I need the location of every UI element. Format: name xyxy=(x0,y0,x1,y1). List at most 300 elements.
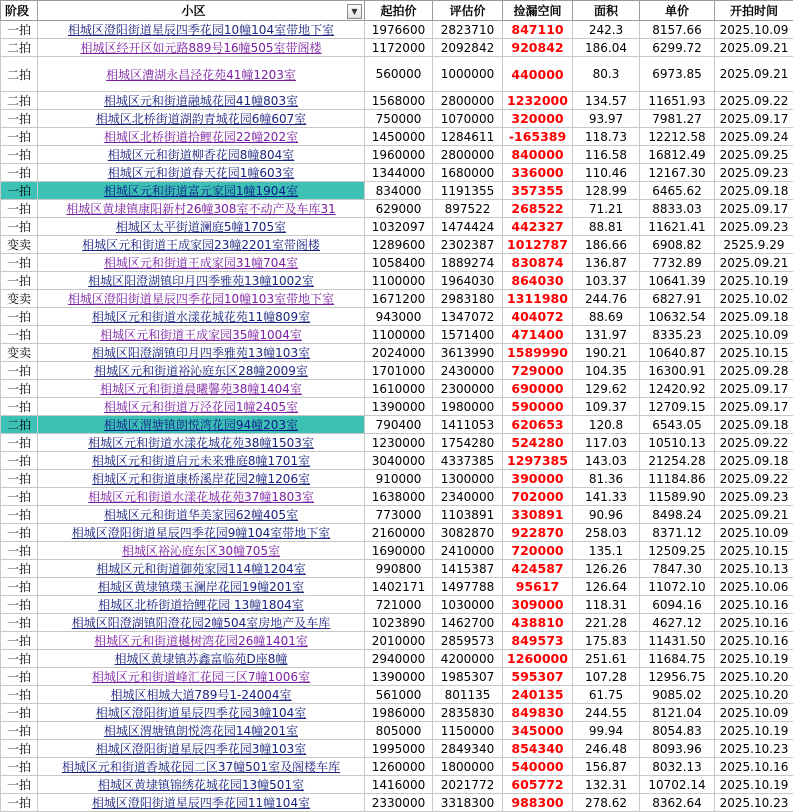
cell-unit-price[interactable]: 16300.91 xyxy=(640,362,715,380)
cell-stage[interactable]: 一拍 xyxy=(1,182,38,200)
community-link[interactable]: 相城区澄阳街道星辰四季花园3幢103室 xyxy=(96,742,307,756)
cell-eval-price[interactable]: 2983180 xyxy=(433,290,503,308)
community-link[interactable]: 相城区元和街道王成家园31幢704室 xyxy=(104,256,298,270)
cell-area[interactable]: 104.35 xyxy=(573,362,640,380)
cell-eval-price[interactable]: 2823710 xyxy=(433,21,503,39)
cell-area[interactable]: 129.62 xyxy=(573,380,640,398)
cell-leak-space[interactable]: 847110 xyxy=(503,21,573,39)
cell-stage[interactable]: 一拍 xyxy=(1,272,38,290)
cell-unit-price[interactable]: 7732.89 xyxy=(640,254,715,272)
cell-start-price[interactable]: 1058400 xyxy=(365,254,433,272)
cell-eval-price[interactable]: 2430000 xyxy=(433,362,503,380)
cell-start-time[interactable]: 2025.10.19 xyxy=(715,650,793,668)
cell-start-time[interactable]: 2025.10.09 xyxy=(715,704,793,722)
cell-start-price[interactable]: 1960000 xyxy=(365,146,433,164)
cell-stage[interactable]: 一拍 xyxy=(1,110,38,128)
community-link[interactable]: 相城区黄埭镇锦绣花城花园13幢501室 xyxy=(98,778,304,792)
cell-eval-price[interactable]: 1300000 xyxy=(433,470,503,488)
cell-area[interactable]: 93.97 xyxy=(573,110,640,128)
cell-start-price[interactable]: 1100000 xyxy=(365,272,433,290)
cell-eval-price[interactable]: 801135 xyxy=(433,686,503,704)
cell-leak-space[interactable]: 320000 xyxy=(503,110,573,128)
cell-start-price[interactable]: 943000 xyxy=(365,308,433,326)
cell-start-price[interactable]: 750000 xyxy=(365,110,433,128)
cell-area[interactable]: 221.28 xyxy=(573,614,640,632)
community-link[interactable]: 相城区澄阳街道星辰四季花园10幢104室带地下室 xyxy=(68,23,334,37)
cell-start-time[interactable]: 2525.9.29 xyxy=(715,236,793,254)
cell-stage[interactable]: 一拍 xyxy=(1,668,38,686)
community-link[interactable]: 相城区相城大道789号1-24004室 xyxy=(110,688,291,702)
cell-start-time[interactable]: 2025.10.15 xyxy=(715,542,793,560)
community-link[interactable]: 相城区元和街道晨曦馨苑38幢1404室 xyxy=(100,382,302,396)
cell-start-time[interactable]: 2025.09.21 xyxy=(715,39,793,57)
community-link[interactable]: 相城区元和街道御苑家园114幢1204室 xyxy=(96,562,305,576)
cell-area[interactable]: 88.81 xyxy=(573,218,640,236)
cell-start-price[interactable]: 1568000 xyxy=(365,92,433,110)
community-link[interactable]: 相城区元和街道华美家园62幢405室 xyxy=(104,508,298,522)
cell-start-time[interactable]: 2025.09.23 xyxy=(715,218,793,236)
cell-start-price[interactable]: 1390000 xyxy=(365,398,433,416)
community-link[interactable]: 相城区北桥街道拾鲤花园 13幢1804室 xyxy=(98,598,304,612)
cell-stage[interactable]: 一拍 xyxy=(1,470,38,488)
cell-start-time[interactable]: 2025.09.21 xyxy=(715,57,793,92)
cell-unit-price[interactable]: 7981.27 xyxy=(640,110,715,128)
cell-unit-price[interactable]: 12212.58 xyxy=(640,128,715,146)
cell-leak-space[interactable]: 849830 xyxy=(503,704,573,722)
cell-start-price[interactable]: 1638000 xyxy=(365,488,433,506)
cell-start-time[interactable]: 2025.10.15 xyxy=(715,344,793,362)
cell-eval-price[interactable]: 1347072 xyxy=(433,308,503,326)
cell-eval-price[interactable]: 1070000 xyxy=(433,110,503,128)
cell-unit-price[interactable]: 8121.04 xyxy=(640,704,715,722)
cell-eval-price[interactable]: 2021772 xyxy=(433,776,503,794)
cell-leak-space[interactable]: 438810 xyxy=(503,614,573,632)
cell-eval-price[interactable]: 2859573 xyxy=(433,632,503,650)
cell-start-price[interactable]: 1701000 xyxy=(365,362,433,380)
cell-stage[interactable]: 一拍 xyxy=(1,704,38,722)
cell-area[interactable]: 81.36 xyxy=(573,470,640,488)
cell-area[interactable]: 90.96 xyxy=(573,506,640,524)
community-link[interactable]: 相城区元和街道富元家园1幢1904室 xyxy=(104,184,298,198)
cell-unit-price[interactable]: 12709.15 xyxy=(640,398,715,416)
cell-unit-price[interactable]: 8833.03 xyxy=(640,200,715,218)
cell-unit-price[interactable]: 8362.64 xyxy=(640,794,715,812)
header-area[interactable]: 面积 xyxy=(573,1,640,21)
cell-unit-price[interactable]: 6094.16 xyxy=(640,596,715,614)
cell-area[interactable]: 99.94 xyxy=(573,722,640,740)
cell-start-time[interactable]: 2025.09.22 xyxy=(715,92,793,110)
cell-stage[interactable]: 变卖 xyxy=(1,344,38,362)
cell-stage[interactable]: 一拍 xyxy=(1,254,38,272)
cell-eval-price[interactable]: 2302387 xyxy=(433,236,503,254)
header-unit-price[interactable]: 单价 xyxy=(640,1,715,21)
cell-eval-price[interactable]: 1680000 xyxy=(433,164,503,182)
cell-area[interactable]: 132.31 xyxy=(573,776,640,794)
cell-unit-price[interactable]: 11589.90 xyxy=(640,488,715,506)
cell-start-price[interactable]: 1100000 xyxy=(365,326,433,344)
cell-unit-price[interactable]: 6465.62 xyxy=(640,182,715,200)
cell-start-price[interactable]: 805000 xyxy=(365,722,433,740)
cell-leak-space[interactable]: 605772 xyxy=(503,776,573,794)
cell-start-time[interactable]: 2025.09.18 xyxy=(715,308,793,326)
cell-eval-price[interactable]: 2800000 xyxy=(433,92,503,110)
cell-unit-price[interactable]: 10702.14 xyxy=(640,776,715,794)
cell-unit-price[interactable]: 7847.30 xyxy=(640,560,715,578)
cell-start-time[interactable]: 2025.10.19 xyxy=(715,776,793,794)
community-link[interactable]: 相城区元和街道春天花园1幢603室 xyxy=(108,166,295,180)
cell-leak-space[interactable]: 540000 xyxy=(503,758,573,776)
cell-stage[interactable]: 二拍 xyxy=(1,39,38,57)
cell-start-price[interactable]: 910000 xyxy=(365,470,433,488)
cell-leak-space[interactable]: 442327 xyxy=(503,218,573,236)
cell-eval-price[interactable]: 1191355 xyxy=(433,182,503,200)
cell-stage[interactable]: 一拍 xyxy=(1,506,38,524)
cell-leak-space[interactable]: 268522 xyxy=(503,200,573,218)
cell-start-price[interactable]: 1986000 xyxy=(365,704,433,722)
cell-unit-price[interactable]: 12956.75 xyxy=(640,668,715,686)
cell-area[interactable]: 246.48 xyxy=(573,740,640,758)
cell-start-price[interactable]: 2010000 xyxy=(365,632,433,650)
community-link[interactable]: 相城区漕湖永昌泾花苑41幢1203室 xyxy=(106,68,296,82)
cell-area[interactable]: 186.04 xyxy=(573,39,640,57)
cell-stage[interactable]: 一拍 xyxy=(1,650,38,668)
cell-unit-price[interactable]: 8157.66 xyxy=(640,21,715,39)
cell-start-price[interactable]: 1172000 xyxy=(365,39,433,57)
cell-leak-space[interactable]: 590000 xyxy=(503,398,573,416)
cell-eval-price[interactable]: 1980000 xyxy=(433,398,503,416)
cell-start-time[interactable]: 2025.09.17 xyxy=(715,398,793,416)
cell-start-price[interactable]: 990800 xyxy=(365,560,433,578)
cell-leak-space[interactable]: 404072 xyxy=(503,308,573,326)
cell-stage[interactable]: 变卖 xyxy=(1,236,38,254)
cell-unit-price[interactable]: 6543.05 xyxy=(640,416,715,434)
cell-start-price[interactable]: 1032097 xyxy=(365,218,433,236)
cell-start-time[interactable]: 2025.10.13 xyxy=(715,560,793,578)
cell-area[interactable]: 80.3 xyxy=(573,57,640,92)
cell-start-time[interactable]: 2025.09.24 xyxy=(715,128,793,146)
cell-area[interactable]: 109.37 xyxy=(573,398,640,416)
cell-stage[interactable]: 一拍 xyxy=(1,128,38,146)
cell-start-time[interactable]: 2025.10.23 xyxy=(715,740,793,758)
cell-unit-price[interactable]: 8335.23 xyxy=(640,326,715,344)
cell-eval-price[interactable]: 3318300 xyxy=(433,794,503,812)
cell-eval-price[interactable]: 1462700 xyxy=(433,614,503,632)
cell-unit-price[interactable]: 11431.50 xyxy=(640,632,715,650)
cell-stage[interactable]: 一拍 xyxy=(1,578,38,596)
community-link[interactable]: 相城区元和街道融城花园41幢803室 xyxy=(104,94,298,108)
cell-leak-space[interactable]: 1232000 xyxy=(503,92,573,110)
cell-area[interactable]: 107.28 xyxy=(573,668,640,686)
cell-leak-space[interactable]: 524280 xyxy=(503,434,573,452)
cell-stage[interactable]: 一拍 xyxy=(1,164,38,182)
cell-area[interactable]: 88.69 xyxy=(573,308,640,326)
cell-eval-price[interactable]: 1000000 xyxy=(433,57,503,92)
cell-eval-price[interactable]: 1800000 xyxy=(433,758,503,776)
community-link[interactable]: 相城区元和街道水漾花城花苑38幢1503室 xyxy=(88,436,314,450)
cell-leak-space[interactable]: 720000 xyxy=(503,542,573,560)
cell-stage[interactable]: 二拍 xyxy=(1,92,38,110)
cell-start-price[interactable]: 629000 xyxy=(365,200,433,218)
cell-area[interactable]: 143.03 xyxy=(573,452,640,470)
cell-stage[interactable]: 一拍 xyxy=(1,21,38,39)
cell-start-price[interactable]: 1230000 xyxy=(365,434,433,452)
cell-unit-price[interactable]: 12509.25 xyxy=(640,542,715,560)
header-start-price[interactable]: 起拍价 xyxy=(365,1,433,21)
cell-stage[interactable]: 二拍 xyxy=(1,416,38,434)
cell-stage[interactable]: 一拍 xyxy=(1,362,38,380)
cell-leak-space[interactable]: 595307 xyxy=(503,668,573,686)
cell-leak-space[interactable]: 920842 xyxy=(503,39,573,57)
cell-start-time[interactable]: 2025.10.16 xyxy=(715,758,793,776)
cell-stage[interactable]: 一拍 xyxy=(1,776,38,794)
cell-eval-price[interactable]: 1497788 xyxy=(433,578,503,596)
cell-area[interactable]: 118.31 xyxy=(573,596,640,614)
cell-stage[interactable]: 变卖 xyxy=(1,290,38,308)
community-link[interactable]: 相城区元和街道启元未来雅庭8幢1701室 xyxy=(92,454,310,468)
cell-stage[interactable]: 一拍 xyxy=(1,380,38,398)
cell-leak-space[interactable]: 729000 xyxy=(503,362,573,380)
cell-area[interactable]: 128.99 xyxy=(573,182,640,200)
cell-area[interactable]: 117.03 xyxy=(573,434,640,452)
community-link[interactable]: 相城区澄阳街道星辰四季花园3幢104室 xyxy=(96,706,307,720)
cell-eval-price[interactable]: 1571400 xyxy=(433,326,503,344)
cell-eval-price[interactable]: 1411053 xyxy=(433,416,503,434)
cell-start-price[interactable]: 721000 xyxy=(365,596,433,614)
cell-start-time[interactable]: 2025.10.16 xyxy=(715,614,793,632)
cell-eval-price[interactable]: 2849340 xyxy=(433,740,503,758)
cell-start-time[interactable]: 2025.09.18 xyxy=(715,182,793,200)
cell-stage[interactable]: 一拍 xyxy=(1,758,38,776)
cell-stage[interactable]: 一拍 xyxy=(1,488,38,506)
cell-start-price[interactable]: 1023890 xyxy=(365,614,433,632)
community-link[interactable]: 相城区阳澄湖镇阳澄花园2幢504室房地产及车库 xyxy=(72,616,331,630)
cell-start-price[interactable]: 1344000 xyxy=(365,164,433,182)
cell-start-price[interactable]: 2160000 xyxy=(365,524,433,542)
cell-start-price[interactable]: 1402171 xyxy=(365,578,433,596)
cell-area[interactable]: 126.26 xyxy=(573,560,640,578)
header-start-time[interactable]: 开拍时间 xyxy=(715,1,793,21)
cell-start-time[interactable]: 2025.09.17 xyxy=(715,110,793,128)
cell-stage[interactable]: 一拍 xyxy=(1,308,38,326)
cell-start-price[interactable]: 1671200 xyxy=(365,290,433,308)
community-link[interactable]: 相城区裕沁庭东区30幢705室 xyxy=(122,544,280,558)
cell-leak-space[interactable]: 95617 xyxy=(503,578,573,596)
cell-unit-price[interactable]: 6827.91 xyxy=(640,290,715,308)
cell-stage[interactable]: 一拍 xyxy=(1,146,38,164)
community-link[interactable]: 相城区元和街道王成家园35幢1004室 xyxy=(100,328,302,342)
cell-unit-price[interactable]: 4627.12 xyxy=(640,614,715,632)
cell-eval-price[interactable]: 2835830 xyxy=(433,704,503,722)
header-stage[interactable]: 阶段 xyxy=(1,1,38,21)
cell-eval-price[interactable]: 2410000 xyxy=(433,542,503,560)
cell-area[interactable]: 190.21 xyxy=(573,344,640,362)
cell-leak-space[interactable]: 424587 xyxy=(503,560,573,578)
cell-area[interactable]: 116.58 xyxy=(573,146,640,164)
cell-eval-price[interactable]: 1889274 xyxy=(433,254,503,272)
cell-area[interactable]: 242.3 xyxy=(573,21,640,39)
cell-unit-price[interactable]: 6908.82 xyxy=(640,236,715,254)
cell-leak-space[interactable]: 702000 xyxy=(503,488,573,506)
cell-area[interactable]: 134.57 xyxy=(573,92,640,110)
cell-start-time[interactable]: 2025.09.28 xyxy=(715,362,793,380)
cell-leak-space[interactable]: 336000 xyxy=(503,164,573,182)
cell-start-price[interactable]: 1450000 xyxy=(365,128,433,146)
cell-start-time[interactable]: 2025.09.18 xyxy=(715,452,793,470)
cell-leak-space[interactable]: 390000 xyxy=(503,470,573,488)
cell-start-time[interactable]: 2025.09.17 xyxy=(715,200,793,218)
cell-unit-price[interactable]: 11184.86 xyxy=(640,470,715,488)
cell-start-price[interactable]: 773000 xyxy=(365,506,433,524)
cell-start-price[interactable]: 790400 xyxy=(365,416,433,434)
cell-eval-price[interactable]: 2800000 xyxy=(433,146,503,164)
cell-leak-space[interactable]: 1311980 xyxy=(503,290,573,308)
community-link[interactable]: 相城区北桥街道拾鲤花园22幢202室 xyxy=(104,130,298,144)
cell-start-time[interactable]: 2025.09.23 xyxy=(715,488,793,506)
cell-unit-price[interactable]: 21254.28 xyxy=(640,452,715,470)
cell-start-time[interactable]: 2025.10.20 xyxy=(715,686,793,704)
cell-unit-price[interactable]: 8054.83 xyxy=(640,722,715,740)
cell-stage[interactable]: 一拍 xyxy=(1,524,38,542)
cell-stage[interactable]: 一拍 xyxy=(1,560,38,578)
cell-start-price[interactable]: 1289600 xyxy=(365,236,433,254)
cell-stage[interactable]: 一拍 xyxy=(1,218,38,236)
cell-area[interactable]: 120.8 xyxy=(573,416,640,434)
cell-start-time[interactable]: 2025.10.16 xyxy=(715,632,793,650)
cell-eval-price[interactable]: 1754280 xyxy=(433,434,503,452)
cell-stage[interactable]: 一拍 xyxy=(1,326,38,344)
cell-start-time[interactable]: 2025.09.18 xyxy=(715,416,793,434)
cell-unit-price[interactable]: 10632.54 xyxy=(640,308,715,326)
cell-stage[interactable]: 一拍 xyxy=(1,398,38,416)
cell-start-time[interactable]: 2025.09.22 xyxy=(715,470,793,488)
community-link[interactable]: 相城区澄阳街道星辰四季花园11幢104室 xyxy=(92,796,310,810)
cell-eval-price[interactable]: 3613990 xyxy=(433,344,503,362)
cell-leak-space[interactable]: 830874 xyxy=(503,254,573,272)
cell-start-time[interactable]: 2025.10.16 xyxy=(715,596,793,614)
cell-leak-space[interactable]: 849573 xyxy=(503,632,573,650)
cell-stage[interactable]: 一拍 xyxy=(1,200,38,218)
cell-start-price[interactable]: 1610000 xyxy=(365,380,433,398)
cell-area[interactable]: 131.97 xyxy=(573,326,640,344)
cell-start-time[interactable]: 2025.10.09 xyxy=(715,21,793,39)
cell-area[interactable]: 244.76 xyxy=(573,290,640,308)
cell-eval-price[interactable]: 1985307 xyxy=(433,668,503,686)
cell-eval-price[interactable]: 1150000 xyxy=(433,722,503,740)
community-link[interactable]: 相城区北桥街道湖韵青城花园6幢607室 xyxy=(96,112,307,126)
cell-leak-space[interactable]: 854340 xyxy=(503,740,573,758)
cell-leak-space[interactable]: 240135 xyxy=(503,686,573,704)
cell-eval-price[interactable]: 1030000 xyxy=(433,596,503,614)
cell-start-price[interactable]: 1690000 xyxy=(365,542,433,560)
community-link[interactable]: 相城区元和街道香城花园二区37幢501室及阁楼车库 xyxy=(62,760,340,774)
cell-unit-price[interactable]: 11651.93 xyxy=(640,92,715,110)
cell-start-time[interactable]: 2025.10.23 xyxy=(715,794,793,812)
cell-start-price[interactable]: 1995000 xyxy=(365,740,433,758)
cell-area[interactable]: 156.87 xyxy=(573,758,640,776)
community-link[interactable]: 相城区黄埭镇康阳新村26幢308室不动产及车库31 xyxy=(66,202,335,216)
community-link[interactable]: 相城区元和街道樾树湾花园26幢1401室 xyxy=(94,634,308,648)
community-link[interactable]: 相城区黄埭镇璞玉澜岸花园19幢201室 xyxy=(98,580,304,594)
cell-area[interactable]: 103.37 xyxy=(573,272,640,290)
cell-area[interactable]: 244.55 xyxy=(573,704,640,722)
cell-start-price[interactable]: 3040000 xyxy=(365,452,433,470)
cell-stage[interactable]: 一拍 xyxy=(1,686,38,704)
cell-eval-price[interactable]: 1474424 xyxy=(433,218,503,236)
cell-start-price[interactable]: 2024000 xyxy=(365,344,433,362)
cell-unit-price[interactable]: 6973.85 xyxy=(640,57,715,92)
cell-unit-price[interactable]: 12167.30 xyxy=(640,164,715,182)
cell-stage[interactable]: 一拍 xyxy=(1,596,38,614)
header-eval-price[interactable]: 评估价 xyxy=(433,1,503,21)
community-link[interactable]: 相城区元和街道峰汇花园三区7幢1006室 xyxy=(92,670,310,684)
cell-area[interactable]: 175.83 xyxy=(573,632,640,650)
cell-stage[interactable]: 一拍 xyxy=(1,542,38,560)
cell-area[interactable]: 61.75 xyxy=(573,686,640,704)
cell-start-price[interactable]: 561000 xyxy=(365,686,433,704)
community-link[interactable]: 相城区阳澄湖镇印月四季雅苑13幢1002室 xyxy=(88,274,314,288)
cell-unit-price[interactable]: 8093.96 xyxy=(640,740,715,758)
community-link[interactable]: 相城区元和街道柳香花园8幢804室 xyxy=(108,148,295,162)
cell-leak-space[interactable]: 620653 xyxy=(503,416,573,434)
cell-area[interactable]: 278.62 xyxy=(573,794,640,812)
cell-start-time[interactable]: 2025.10.20 xyxy=(715,668,793,686)
cell-leak-space[interactable]: 988300 xyxy=(503,794,573,812)
cell-start-time[interactable]: 2025.09.22 xyxy=(715,434,793,452)
cell-unit-price[interactable]: 11684.75 xyxy=(640,650,715,668)
cell-leak-space[interactable]: 922870 xyxy=(503,524,573,542)
community-link[interactable]: 相城区阳澄湖镇印月四季雅苑13幢103室 xyxy=(92,346,310,360)
cell-unit-price[interactable]: 8371.12 xyxy=(640,524,715,542)
community-link[interactable]: 相城区元和街道裕沁庭东区28幢2009室 xyxy=(94,364,308,378)
cell-leak-space[interactable]: 357355 xyxy=(503,182,573,200)
cell-eval-price[interactable]: 1284611 xyxy=(433,128,503,146)
cell-start-time[interactable]: 2025.09.23 xyxy=(715,164,793,182)
cell-stage[interactable]: 一拍 xyxy=(1,452,38,470)
cell-leak-space[interactable]: 345000 xyxy=(503,722,573,740)
community-link[interactable]: 相城区元和街道水漾花城花苑11幢809室 xyxy=(92,310,310,324)
cell-start-time[interactable]: 2025.09.25 xyxy=(715,146,793,164)
cell-leak-space[interactable]: -165389 xyxy=(503,128,573,146)
cell-eval-price[interactable]: 1415387 xyxy=(433,560,503,578)
cell-start-price[interactable]: 1260000 xyxy=(365,758,433,776)
cell-unit-price[interactable]: 16812.49 xyxy=(640,146,715,164)
cell-leak-space[interactable]: 1260000 xyxy=(503,650,573,668)
cell-eval-price[interactable]: 1964030 xyxy=(433,272,503,290)
cell-leak-space[interactable]: 440000 xyxy=(503,57,573,92)
cell-unit-price[interactable]: 10510.13 xyxy=(640,434,715,452)
community-link[interactable]: 相城区黄埭镇苏鑫富临苑D座8幢 xyxy=(115,652,288,666)
cell-start-time[interactable]: 2025.10.09 xyxy=(715,524,793,542)
cell-area[interactable]: 251.61 xyxy=(573,650,640,668)
community-link[interactable]: 相城区元和街道水漾花城花苑37幢1803室 xyxy=(88,490,314,504)
cell-leak-space[interactable]: 690000 xyxy=(503,380,573,398)
cell-stage[interactable]: 一拍 xyxy=(1,722,38,740)
cell-eval-price[interactable]: 4200000 xyxy=(433,650,503,668)
cell-start-price[interactable]: 1976600 xyxy=(365,21,433,39)
cell-start-time[interactable]: 2025.10.09 xyxy=(715,326,793,344)
cell-leak-space[interactable]: 840000 xyxy=(503,146,573,164)
cell-start-price[interactable]: 1416000 xyxy=(365,776,433,794)
cell-start-time[interactable]: 2025.10.06 xyxy=(715,578,793,596)
cell-eval-price[interactable]: 1103891 xyxy=(433,506,503,524)
cell-unit-price[interactable]: 6299.72 xyxy=(640,39,715,57)
cell-start-price[interactable]: 1390000 xyxy=(365,668,433,686)
cell-leak-space[interactable]: 471400 xyxy=(503,326,573,344)
cell-area[interactable]: 258.03 xyxy=(573,524,640,542)
cell-stage[interactable]: 一拍 xyxy=(1,740,38,758)
cell-area[interactable]: 136.87 xyxy=(573,254,640,272)
header-leak-space[interactable]: 捡漏空间 xyxy=(503,1,573,21)
